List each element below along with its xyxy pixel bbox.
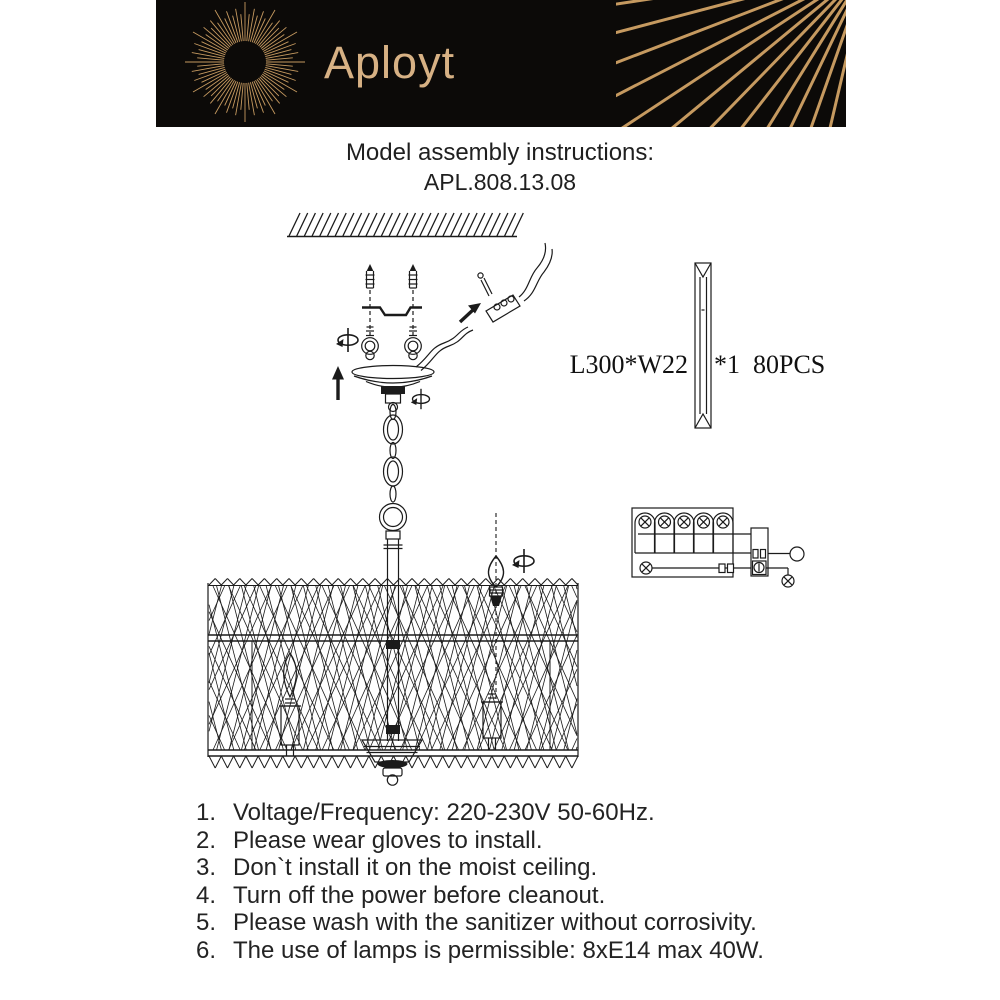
item-text: Voltage/Frequency: 220-230V 50-60Hz. [233,799,655,826]
diagonal-arrow-icon [460,303,481,322]
bottom-finial-drawing [362,740,422,785]
item-text: Don`t install it on the moist ceiling. [233,854,598,881]
wiring-lamps [635,513,794,587]
wiring-diagram [632,508,804,587]
instructions-list [196,799,764,964]
up-arrow-icon [332,366,344,400]
item-text: Please wear gloves to install. [233,826,543,854]
item-number: 2. [196,826,217,854]
item-text: Turn off the power before cleanout. [233,881,606,909]
wire-connector-drawing [416,243,552,371]
item-number: 3. [196,854,217,881]
list-item [196,937,764,965]
list-item [196,909,764,937]
crystal-strip-drawing [695,263,711,428]
ceiling-hatch [287,213,523,237]
list-item [196,827,764,855]
item-text: The use of lamps is permissible: 8xE14 max 40W. [233,936,764,964]
list-item [196,854,764,882]
brand-name: Aployt [324,37,456,88]
list-item [196,799,764,827]
part-dimensions-label: L300*W22 [569,350,688,379]
mounting-screws [362,264,422,360]
model-number: APL.808.13.08 [423,169,577,195]
chain-drawing [380,405,407,540]
part-quantity-label: *1 80PCS [714,350,826,379]
item-text: Please wash with the sanitizer without corrosivity. [233,909,757,936]
item-number: 4. [196,881,217,909]
list-item [196,882,764,910]
item-number: 1. [196,799,217,826]
page-title: Model assembly instructions: [345,139,655,166]
shade-top-crystals [209,579,578,586]
rotate-icons [336,328,534,573]
item-number: 6. [196,936,217,964]
item-number: 5. [196,909,217,936]
